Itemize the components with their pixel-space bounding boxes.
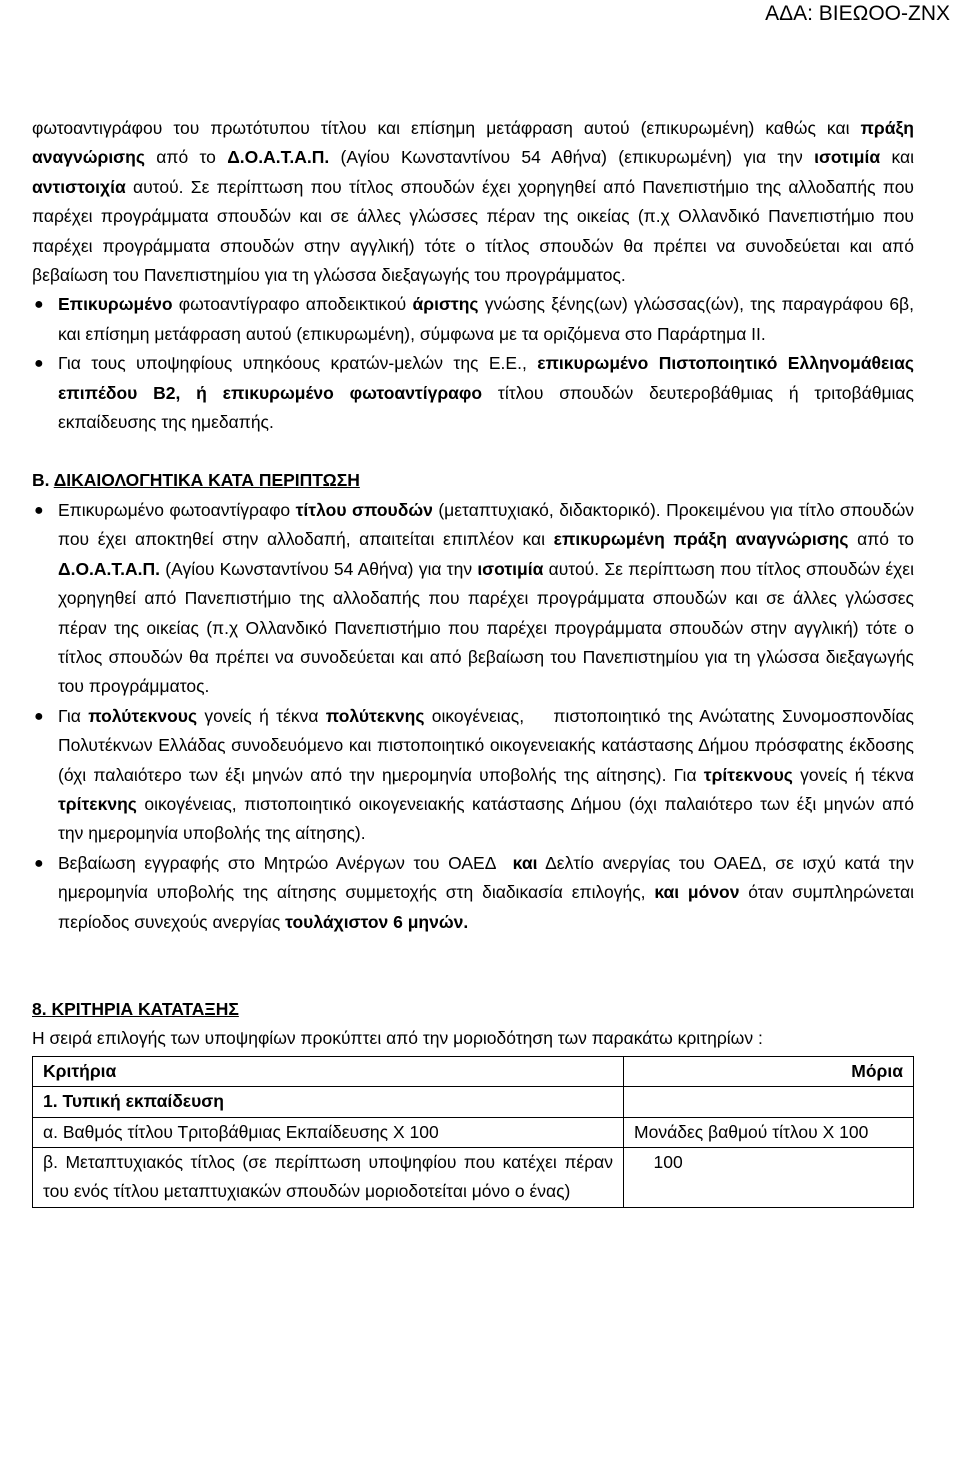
- bold-text: Δ.Ο.Α.Τ.Α.Π.: [227, 147, 330, 168]
- table-group-row: [33, 1087, 914, 1117]
- bold-text: ισοτιμία: [814, 147, 881, 168]
- bullet-icon: ●: [34, 707, 44, 725]
- ada-code: ΑΔΑ: ΒΙΕΩΟΟ-ΖΝΧ: [765, 2, 950, 25]
- text: αυτού. Σε περίπτωση που τίτλος σπουδών έχει χορηγηθεί από Πανεπιστήμιο της αλλοδαπής που παρέχει προγράμματα σπουδών και σε άλλες γλώσσες πέραν της οικείας (π.χ Ολλανδικό Πανεπιστήμιο που παρέχει προγράμματα σπουδών στην αγγλική) τότε ο τίτλος σπουδών θα πρέπει να συνοδεύεται και από βεβαίωση του Πανεπιστημίου για τη γλώσσα διεξαγωγής του προγράμματος.: [32, 176, 914, 286]
- bullet-icon: ●: [34, 355, 44, 373]
- bold-text: τρίτεκνους: [703, 764, 793, 785]
- section-title: ΔΙΚΑΙΟΛΟΓΗΤΙΚΑ ΚΑΤΑ ΠΕΡΙΠΤΩΣΗ: [53, 470, 360, 491]
- text: οικογένειας, πιστοποιητικό της Ανώτατης Συνομοσπονδίας Πολυτέκνων Ελλάδας συνοδευόμενο και πιστοποιητικό οικογενειακής κατάστασης Δήμου πρόσφατης έκδοσης (όχι παλαιότερο των έξι μηνών από την ημερομηνία υποβολής της αίτησης). Για: [58, 705, 919, 785]
- table-group-heading: [33, 1087, 624, 1117]
- text: γονείς ή τέκνα: [792, 764, 914, 785]
- text: γνώσης ξένης(ων) γλώσσας(ών), της παραγράφου 6β, και επίσημη μετάφραση αυτού (επικυρωμένη), σύμφωνα με τα οριζόμενα στο Παράρτημα ΙΙ.: [58, 294, 914, 344]
- bold-text: Επικυρωμένο: [58, 294, 173, 315]
- bullet-icon: ●: [34, 854, 44, 872]
- text: από το: [848, 529, 915, 550]
- table-cell: [624, 1087, 914, 1117]
- bullet-eu-citizens: [32, 349, 914, 437]
- bold-text: 1. Τυπική εκπαίδευση: [43, 1091, 224, 1112]
- bullet-unemployment: [32, 849, 914, 937]
- section-b-heading: [32, 466, 914, 495]
- bold-text: αντιστοιχία: [32, 176, 126, 197]
- bold-text: πράξη αναγνώρισης: [32, 118, 914, 168]
- text: Βεβαίωση εγγραφής στο Μητρώο Ανέργων του ΟΑΕΔ: [58, 852, 513, 873]
- bold-text: επικυρωμένη πράξη αναγνώρισης: [553, 529, 849, 550]
- text: οικογένειας, πιστοποιητικό οικογενειακής κατάστασης Δήμου (όχι παλαιότερο των έξι μηνών από την ημερομηνία υποβολής της αίτησης).: [58, 793, 914, 844]
- bold-text: Μόρια: [851, 1060, 903, 1081]
- section-number: 8.: [32, 998, 52, 1019]
- table-header-points: [624, 1056, 914, 1086]
- document-body: [32, 114, 919, 1208]
- section-title: ΚΡΙΤΗΡΙΑ ΚΑΤΑΤΑΞΗΣ: [51, 998, 239, 1019]
- table-cell-criterion: α. Βαθμός τίτλου Τριτοβάθμιας Εκπαίδευσης Χ 100: [33, 1117, 624, 1147]
- table-cell-points: 100: [624, 1148, 914, 1208]
- bold-text: τρίτεκνης: [58, 793, 137, 814]
- bold-text: και μόνον: [654, 882, 740, 903]
- bold-text: επικυρωμένο Πιστοποιητικό Ελληνομάθειας επιπέδου Β2, ή επικυρωμένο φωτοαντίγραφο: [58, 353, 915, 403]
- bold-text: πολύτεκνους: [88, 705, 198, 726]
- bold-text: ισοτιμία: [477, 558, 544, 579]
- table-header-row: [33, 1056, 914, 1086]
- text: και: [880, 147, 914, 168]
- table-cell-criterion: β. Μεταπτυχιακός τίτλος (σε περίπτωση υποψηφίου που κατέχει πέραν του ενός τίτλου μεταπτυχιακών σπουδών μοριοδοτείται μόνο ο ένας): [33, 1148, 624, 1208]
- text: Για: [58, 705, 89, 726]
- text: Για τους υποψηφίους υπηκόους κρατών-μελών της Ε.Ε.,: [58, 353, 538, 374]
- section-8-heading: [32, 995, 914, 1024]
- section-number: Β.: [32, 470, 54, 491]
- table-row: [33, 1117, 914, 1147]
- bullet-postgraduate-title: [32, 496, 914, 702]
- table-row: [33, 1148, 914, 1208]
- bullet-foreign-language: [32, 290, 914, 349]
- bold-text: πολύτεκνης: [325, 705, 425, 726]
- bullet-icon: ●: [34, 296, 44, 314]
- criteria-table: [32, 1056, 914, 1208]
- section-8-intro: Η σειρά επιλογής των υποψηφίων προκύπτει από την μοριοδότηση των παρακάτω κριτηρίων :: [32, 1028, 763, 1049]
- bold-text: άριστης: [412, 294, 479, 315]
- table-header-criteria: [33, 1056, 624, 1086]
- text: αυτού. Σε περίπτωση που τίτλος σπουδών έχει χορηγηθεί από Πανεπιστήμιο της αλλοδαπής που παρέχει προγράμματα σπουδών και σε άλλες γλώσσες πέραν της οικείας (π.χ Ολλανδικό Πανεπιστήμιο που παρέχει προγράμματα σπουδών στην αγγλική) τότε ο τίτλος σπουδών θα πρέπει να συνοδεύεται και από βεβαίωση του Πανεπιστημίου για τη γλώσσα διεξαγωγής του προγράμματος.: [58, 558, 914, 697]
- text: (μεταπτυχιακό, διδακτορικό). Προκειμένου για τίτλο σπουδών που έχει αποκτηθεί στην αλλοδαπή, απαιτείται επιπλέον και: [58, 499, 914, 550]
- bold-text: τίτλου σπουδών: [295, 499, 433, 520]
- text: τίτλου σπουδών δευτεροβάθμιας ή τριτοβάθμιας εκπαίδευσης της ημεδαπής.: [58, 382, 914, 433]
- text: φωτοαντίγραφο αποδεικτικού: [172, 294, 413, 315]
- bold-text: και: [512, 852, 538, 873]
- text: Επικυρωμένο φωτοαντίγραφο: [58, 499, 296, 520]
- table-cell-points: Μονάδες βαθμού τίτλου Χ 100: [624, 1117, 914, 1147]
- bullet-icon: ●: [34, 501, 44, 519]
- text: φωτοαντιγράφου του πρωτότυπου τίτλου και επίσημη μετάφραση αυτού (επικυρωμένη) καθώς και: [32, 118, 861, 138]
- text: (Αγίου Κωνσταντίνου 54 Αθήνα) (επικυρωμένη) για την: [329, 147, 815, 168]
- bold-text: Κριτήρια: [43, 1060, 117, 1081]
- text: από το: [144, 147, 228, 168]
- text: όταν συμπληρώνεται περίοδος συνεχούς ανεργίας: [58, 882, 914, 932]
- text: Δελτίο ανεργίας του ΟΑΕΔ, σε ισχύ κατά την ημερομηνία υποβολής της αίτησης συμμετοχής στη διαδικασία επιλογής,: [58, 852, 914, 903]
- text: γονείς ή τέκνα: [197, 705, 326, 726]
- bold-text: τουλάχιστον 6 μηνών.: [285, 911, 469, 932]
- bullet-large-families: [32, 702, 919, 849]
- bold-text: Δ.Ο.Α.Τ.Α.Π.: [58, 558, 161, 579]
- paragraph-degree-recognition: [32, 114, 914, 290]
- text: (Αγίου Κωνσταντίνου 54 Αθήνα) για την: [160, 558, 478, 579]
